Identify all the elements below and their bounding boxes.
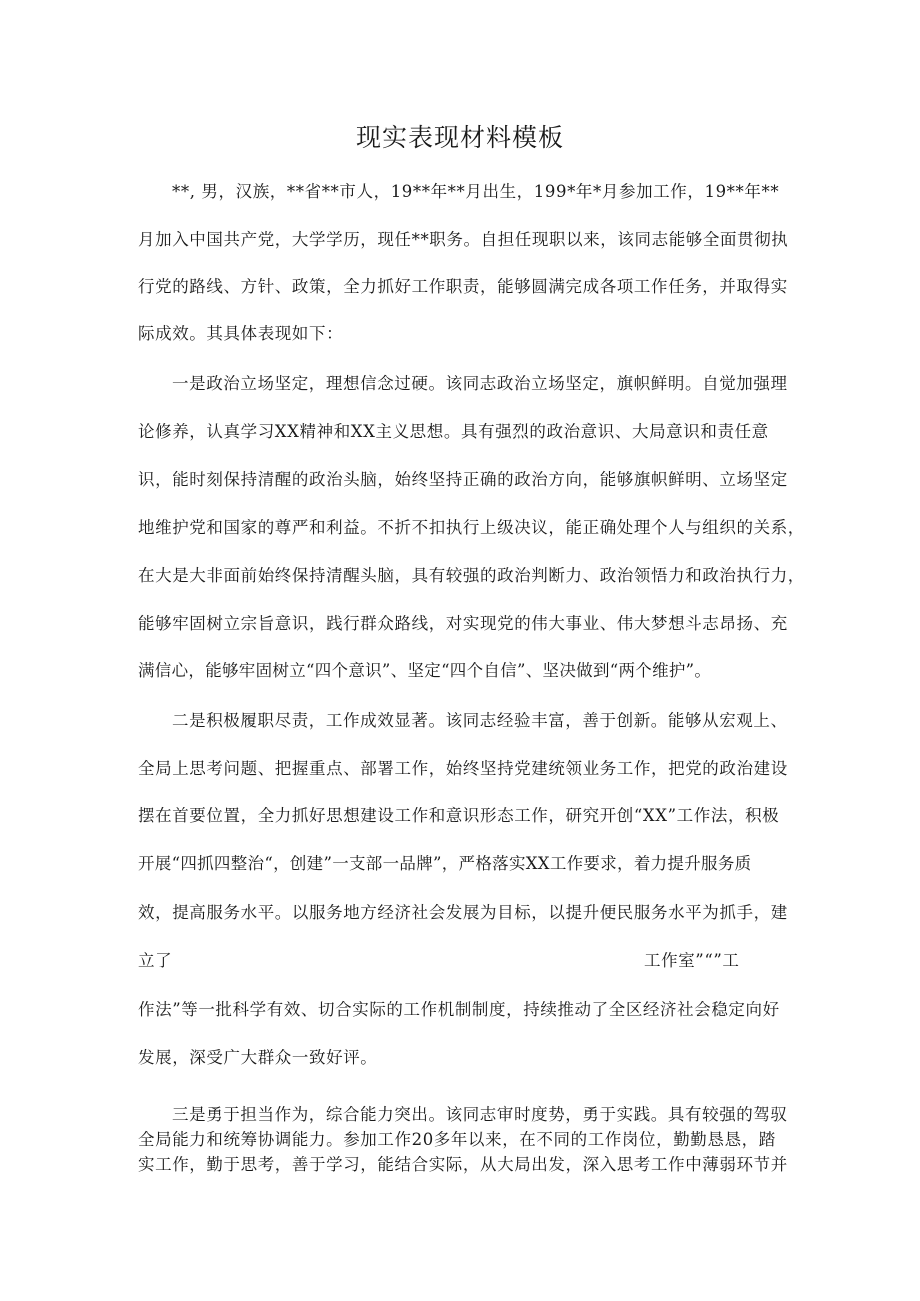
paragraph-2-line-3: 识，能时刻保持清醒的政治头脑，始终坚持正确的政治方向，能够旗帜鲜明、立场坚定 xyxy=(138,470,788,489)
paragraph-2-line-2: 论修养，认真学习XX精神和XX主义思想。具有强烈的政治意识、大局意识和责任意 xyxy=(138,422,769,441)
paragraph-2-line-5: 在大是大非面前始终保持清醒头脑，具有较强的政治判断力、政治领悟力和政治执行力， xyxy=(138,566,805,585)
paragraph-4-line-3: 实工作，勤于思考，善于学习，能结合实际，从大局出发，深入思考工作中薄弱环节并 xyxy=(138,1155,788,1174)
paragraph-3-line-3: 摆在首要位置，全力抓好思想建设工作和意识形态工作，研究开创“XX”工作法，积极 xyxy=(138,806,780,825)
paragraph-3-line-5: 效，提高服务水平。以服务地方经济社会发展为目标，以提升便民服务水平为抓手，建 xyxy=(138,903,788,922)
paragraph-3-tail-line-1: 作法”等一批科学有效、切合实际的工作机制制度，持续推动了全区经济社会稳定向好 xyxy=(138,1000,780,1019)
document-title: 现实表现材料模板 xyxy=(355,123,564,152)
paragraph-3-split-right: 工作室”“”工 xyxy=(644,951,740,970)
paragraph-4-line-2: 全局能力和统筹协调能力。参加工作20多年以来，在不同的工作岗位，勤勤恳恳，踏 xyxy=(138,1130,776,1149)
paragraph-3-line-2: 全局上思考问题、把握重点、部署工作，始终坚持党建统领业务工作，把党的政治建设 xyxy=(138,759,788,778)
paragraph-2-line-4: 地维护党和国家的尊严和利益。不折不扣执行上级决议，能正确处理个人与组织的关系， xyxy=(138,518,805,537)
paragraph-1-line-2: 月加入中国共产党，大学学历，现任**职务。自担任现职以来，该同志能够全面贯彻执 xyxy=(138,230,789,249)
paragraph-4-line-1: 三是勇于担当作为，综合能力突出。该同志审时度势，勇于实践。具有较强的驾驭 xyxy=(172,1105,788,1124)
paragraph-1-line-4: 际成效。其具体表现如下： xyxy=(138,324,344,343)
paragraph-1-line-1: **, 男，汉族，**省**市人，19**年**月出生，199*年*月参加工作，19**年** xyxy=(172,182,780,201)
paragraph-1-line-3: 行党的路线、方针、政策，全力抓好工作职责，能够圆满完成各项工作任务，并取得实 xyxy=(138,277,788,296)
paragraph-2-line-7: 满信心，能够牢固树立“四个意识”、坚定“四个自信”、坚决做到“两个维护”。 xyxy=(138,661,712,680)
paragraph-3-split-left: 立了 xyxy=(138,951,173,970)
paragraph-3-tail-line-2: 发展，深受广大群众一致好评。 xyxy=(138,1048,378,1067)
paragraph-2-line-1: 一是政治立场坚定，理想信念过硬。该同志政治立场坚定，旗帜鲜明。自觉加强理 xyxy=(172,374,788,393)
paragraph-2-line-6: 能够牢固树立宗旨意识，践行群众路线，对实现党的伟大事业、伟大梦想斗志昂扬、充 xyxy=(138,614,788,633)
paragraph-3-line-1: 二是积极履职尽责，工作成效显著。该同志经验丰富，善于创新。能够从宏观上、 xyxy=(172,711,788,730)
paragraph-3-line-4: 开展“四抓四整治“，创建”一支部一品牌”，严格落实XX工作要求，着力提升服务质 xyxy=(138,854,752,873)
